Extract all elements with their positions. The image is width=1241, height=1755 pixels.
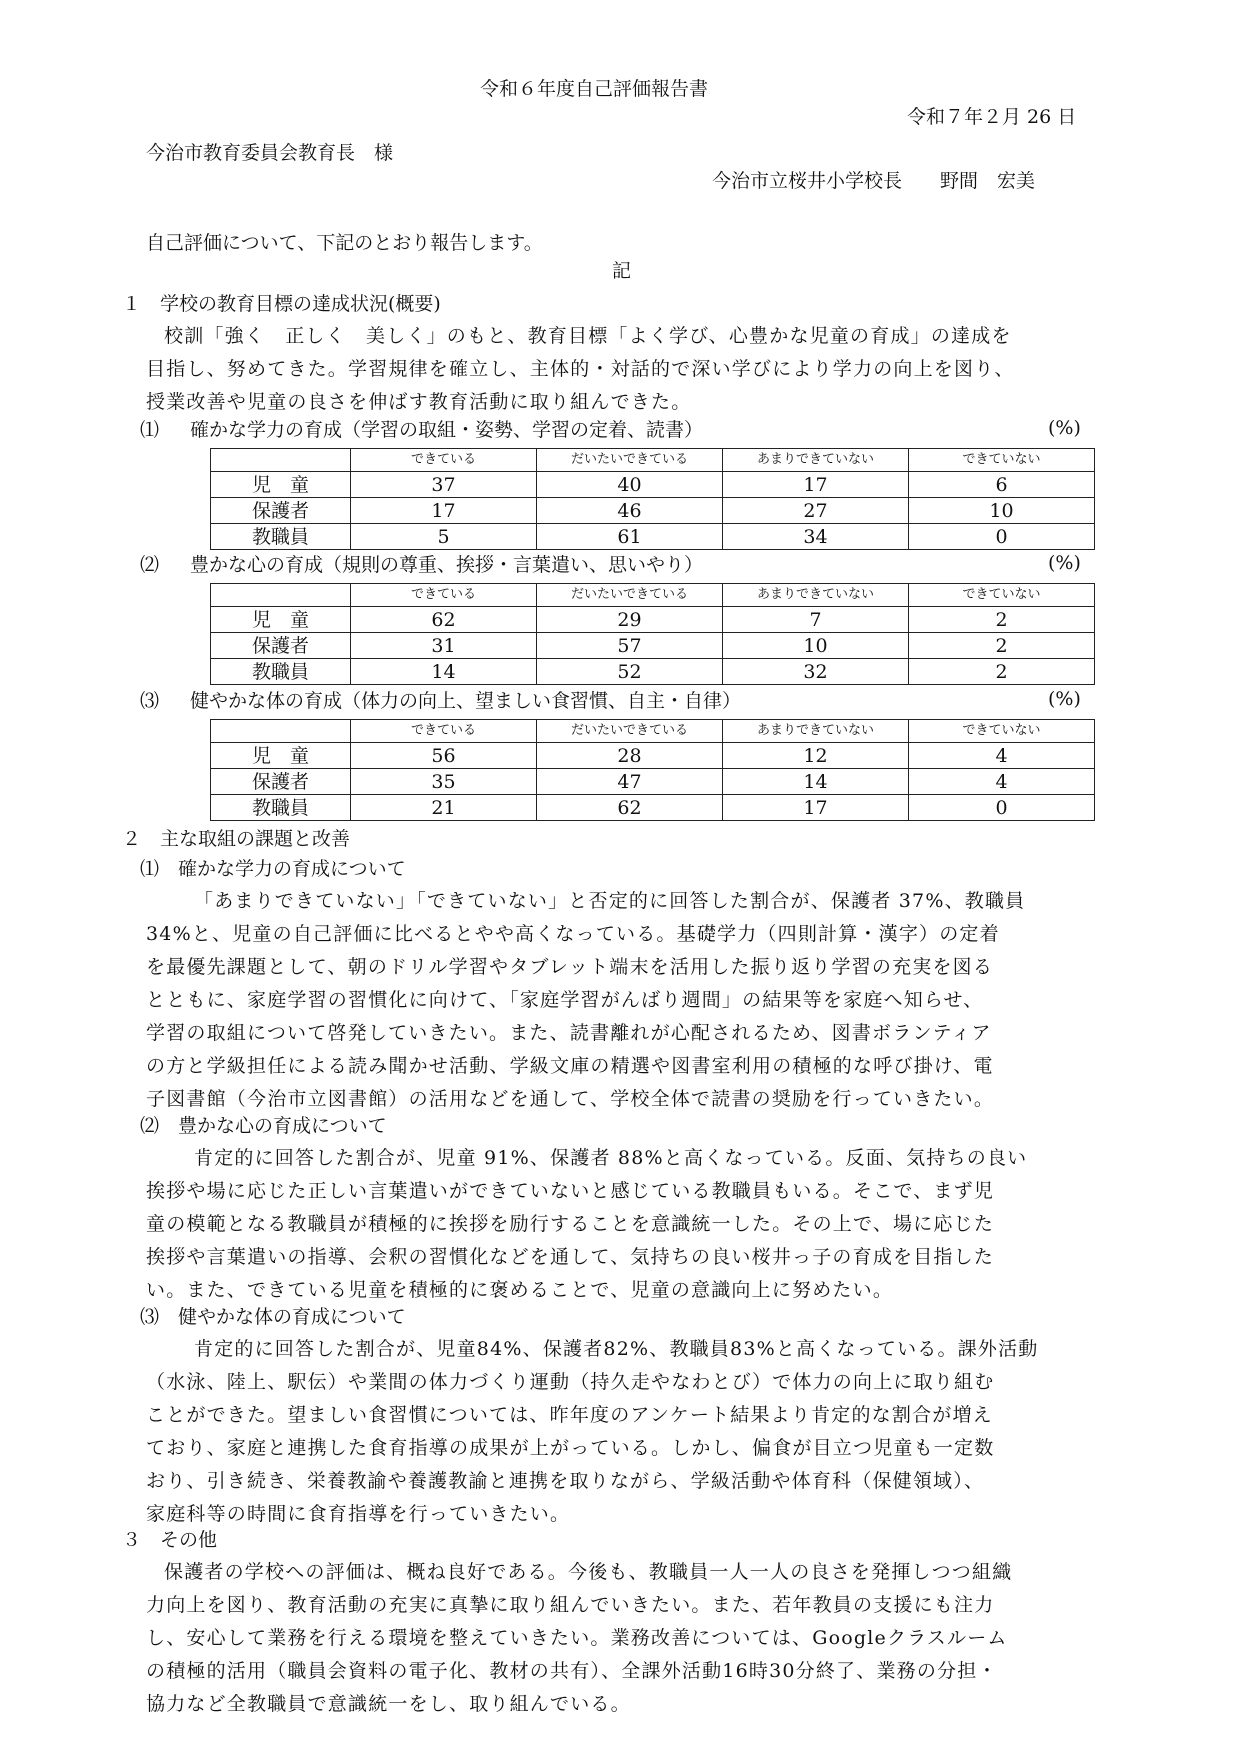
table-cell: 2 bbox=[909, 659, 1095, 685]
table-cell: 47 bbox=[537, 769, 723, 795]
table-cell: 40 bbox=[537, 472, 723, 498]
text-line: 34%と、児童の自己評価に比べるとやや高くなっている。基礎学力（四則計算・漢字）の定着 bbox=[146, 923, 1000, 945]
text-line: 授業改善や児童の良さを伸ばす教育活動に取り組んできた。 bbox=[146, 391, 692, 413]
report-date: 令和７年２月 26 日 bbox=[907, 106, 1077, 128]
section2-heading: ２ 主な取組の課題と改善 bbox=[122, 828, 351, 850]
section2-sub3-heading: ⑶ 健やかな体の育成について bbox=[140, 1306, 406, 1328]
table-cell: 21 bbox=[351, 795, 537, 821]
header-cell: あまりできていない bbox=[723, 584, 909, 607]
table-cell: 17 bbox=[723, 472, 909, 498]
table-row bbox=[211, 659, 1095, 685]
table3-title: 健やかな体の育成（体力の向上、望ましい食習慣、自主・自律） bbox=[190, 690, 742, 712]
row-label: 教職員 bbox=[211, 795, 351, 821]
table3-percent-label: (%) bbox=[1048, 688, 1081, 710]
header-cell: だいたいできている bbox=[537, 584, 723, 607]
table-cell: 28 bbox=[537, 743, 723, 769]
table-row bbox=[211, 524, 1095, 550]
table-cell: 0 bbox=[909, 524, 1095, 550]
text-line: の積極的活用（職員会資料の電子化、教材の共有）、全課外活動16時30分終了、業務の分担・ bbox=[146, 1660, 998, 1682]
table-cell: 37 bbox=[351, 472, 537, 498]
row-label: 教職員 bbox=[211, 524, 351, 550]
table-cell: 61 bbox=[537, 524, 723, 550]
header-cell: できている bbox=[351, 449, 537, 472]
text-line: 家庭科等の時間に食育指導を行っていきたい。 bbox=[146, 1503, 571, 1525]
row-label: 教職員 bbox=[211, 659, 351, 685]
header-cell: だいたいできている bbox=[537, 720, 723, 743]
table2-title: 豊かな心の育成（規則の尊重、挨拶・言葉遣い、思いやり） bbox=[190, 554, 704, 576]
table-cell: 27 bbox=[723, 498, 909, 524]
table-cell: 5 bbox=[351, 524, 537, 550]
score-table-2 bbox=[210, 583, 1095, 685]
text-line: い。また、できている児童を積極的に褒めることで、児童の意識向上に努めたい。 bbox=[146, 1279, 894, 1301]
section1-heading: １ 学校の教育目標の達成状況(概要) bbox=[122, 293, 441, 315]
text-line: 目指し、努めてきた。学習規律を確立し、主体的・対話的で深い学びにより学力の向上を図り、 bbox=[146, 358, 1015, 380]
row-label: 児 童 bbox=[211, 472, 351, 498]
text-line: 校訓「強く 正しく 美しく」のもと、教育目標「よく学び、心豊かな児童の育成」の達成を bbox=[164, 325, 1012, 347]
text-line: 童の模範となる教職員が積極的に挨拶を励行することを意識統一した。その上で、場に応じた bbox=[146, 1213, 995, 1235]
table-cell: 29 bbox=[537, 607, 723, 633]
table-cell: 52 bbox=[537, 659, 723, 685]
table-cell: 12 bbox=[723, 743, 909, 769]
text-line: 挨拶や場に応じた正しい言葉遣いができていないと感じている教職員もいる。そこで、まず児 bbox=[146, 1180, 995, 1202]
table-cell: 10 bbox=[723, 633, 909, 659]
table-row bbox=[211, 498, 1095, 524]
section2-sub2-heading: ⑵ 豊かな心の育成について bbox=[140, 1115, 387, 1137]
section2-sub2-body bbox=[146, 1142, 1027, 1307]
page-title: 令和６年度自己評価報告書 bbox=[480, 78, 709, 100]
header-cell: あまりできていない bbox=[723, 720, 909, 743]
text-line: おり、引き続き、栄養教諭や養護教諭と連携を取りながら、学級活動や体育科（保健領域）、 bbox=[146, 1470, 985, 1492]
addressee: 今治市教育委員会教育長 様 bbox=[146, 142, 394, 164]
table-row bbox=[211, 743, 1095, 769]
row-label: 保護者 bbox=[211, 769, 351, 795]
text-line: 力向上を図り、教育活動の充実に真摯に取り組んでいきたい。また、若年教員の支援にも注力 bbox=[146, 1594, 995, 1616]
table-cell: 0 bbox=[909, 795, 1095, 821]
table-header-row bbox=[211, 720, 1095, 743]
header-cell: できていない bbox=[909, 449, 1095, 472]
table-row bbox=[211, 633, 1095, 659]
table-cell: 2 bbox=[909, 607, 1095, 633]
row-label: 児 童 bbox=[211, 607, 351, 633]
text-line: を最優先課題として、朝のドリル学習やタブレット端末を活用した振り返り学習の充実を図る bbox=[146, 956, 994, 978]
text-line: ており、家庭と連携した食育指導の成果が上がっている。しかし、偏食が目立つ児童も一定数 bbox=[146, 1437, 995, 1459]
table-cell: 4 bbox=[909, 743, 1095, 769]
table-cell: 14 bbox=[723, 769, 909, 795]
row-label: 保護者 bbox=[211, 633, 351, 659]
table-row bbox=[211, 607, 1095, 633]
text-line: 保護者の学校への評価は、概ね良好である。今後も、教職員一人一人の良さを発揮しつつ組織 bbox=[164, 1561, 1013, 1583]
header-cell: あまりできていない bbox=[723, 449, 909, 472]
text-line: 学習の取組について啓発していきたい。また、読書離れが心配されるため、図書ボランティア bbox=[146, 1022, 992, 1044]
table1-number: ⑴ bbox=[140, 419, 160, 441]
header-cell: だいたいできている bbox=[537, 449, 723, 472]
header-blank bbox=[211, 720, 351, 743]
intro-text: 自己評価について、下記のとおり報告します。 bbox=[146, 232, 543, 254]
row-label: 児 童 bbox=[211, 743, 351, 769]
table1-title: 確かな学力の育成（学習の取組・姿勢、学習の定着、読書） bbox=[190, 419, 704, 441]
header-blank bbox=[211, 449, 351, 472]
text-line: ことができた。望ましい食習慣については、昨年度のアンケート結果より肯定的な割合が増え bbox=[146, 1404, 993, 1426]
section3-body bbox=[146, 1556, 1012, 1721]
section1-body bbox=[146, 320, 1015, 419]
table-cell: 62 bbox=[537, 795, 723, 821]
table-cell: 32 bbox=[723, 659, 909, 685]
text-line: 肯定的に回答した割合が、児童 91%、保護者 88%と高くなっている。反面、気持ちの良い bbox=[194, 1147, 1028, 1169]
table-row bbox=[211, 472, 1095, 498]
table-cell: 56 bbox=[351, 743, 537, 769]
header-cell: できている bbox=[351, 584, 537, 607]
table-cell: 34 bbox=[723, 524, 909, 550]
table2-number: ⑵ bbox=[140, 554, 160, 576]
table-cell: 31 bbox=[351, 633, 537, 659]
table-header-row bbox=[211, 449, 1095, 472]
text-line: 子図書館（今治市立図書館）の活用などを通して、学校全体で読書の奨励を行っていきたい。 bbox=[146, 1088, 995, 1110]
text-line: （水泳、陸上、駅伝）や業間の体力づくり運動（持久走やなわとび）で体力の向上に取り組む bbox=[146, 1371, 995, 1393]
header-blank bbox=[211, 584, 351, 607]
table-cell: 62 bbox=[351, 607, 537, 633]
text-line: とともに、家庭学習の習慣化に向けて、「家庭学習がんばり週間」の結果等を家庭へ知らせ、 bbox=[146, 989, 984, 1011]
score-table-1 bbox=[210, 448, 1095, 550]
table-row bbox=[211, 769, 1095, 795]
header-cell: できていない bbox=[909, 584, 1095, 607]
text-line: 「あまりできていない」「できていない」と否定的に回答した割合が、保護者 37%、教職員 bbox=[194, 890, 1026, 912]
text-line: 肯定的に回答した割合が、児童84%、保護者82%、教職員83%と高くなっている。課外活動 bbox=[194, 1338, 1039, 1360]
table-cell: 4 bbox=[909, 769, 1095, 795]
text-line: 協力など全教職員で意識統一をし、取り組んでいる。 bbox=[146, 1693, 631, 1715]
table-cell: 57 bbox=[537, 633, 723, 659]
table3-number: ⑶ bbox=[140, 690, 160, 712]
table-row bbox=[211, 795, 1095, 821]
header-cell: できている bbox=[351, 720, 537, 743]
table-cell: 14 bbox=[351, 659, 537, 685]
table-cell: 17 bbox=[351, 498, 537, 524]
table-cell: 35 bbox=[351, 769, 537, 795]
section2-sub3-body bbox=[146, 1333, 1039, 1531]
table2-percent-label: (%) bbox=[1048, 552, 1081, 574]
header-cell: できていない bbox=[909, 720, 1095, 743]
row-label: 保護者 bbox=[211, 498, 351, 524]
text-line: 挨拶や言葉遣いの指導、会釈の習慣化などを通して、気持ちの良い桜井っ子の育成を目指した bbox=[146, 1246, 995, 1268]
score-table-3 bbox=[210, 719, 1095, 821]
table-cell: 7 bbox=[723, 607, 909, 633]
table-cell: 10 bbox=[909, 498, 1095, 524]
table-cell: 46 bbox=[537, 498, 723, 524]
sender: 今治市立桜井小学校長 野間 宏美 bbox=[712, 170, 1036, 192]
text-line: の方と学級担任による読み聞かせ活動、学級文庫の精選や図書室利用の積極的な呼び掛け、電 bbox=[146, 1055, 994, 1077]
table-cell: 17 bbox=[723, 795, 909, 821]
section2-sub1-heading: ⑴ 確かな学力の育成について bbox=[140, 858, 406, 880]
table-header-row bbox=[211, 584, 1095, 607]
section3-heading: ３ その他 bbox=[122, 1529, 218, 1551]
text-line: し、安心して業務を行える環境を整えていきたい。業務改善については、Googleクラスルーム bbox=[146, 1627, 1008, 1649]
table-cell: 2 bbox=[909, 633, 1095, 659]
table1-percent-label: (%) bbox=[1048, 417, 1081, 439]
section2-sub1-body bbox=[146, 885, 1025, 1116]
table-cell: 6 bbox=[909, 472, 1095, 498]
ki-label: 記 bbox=[612, 260, 632, 282]
